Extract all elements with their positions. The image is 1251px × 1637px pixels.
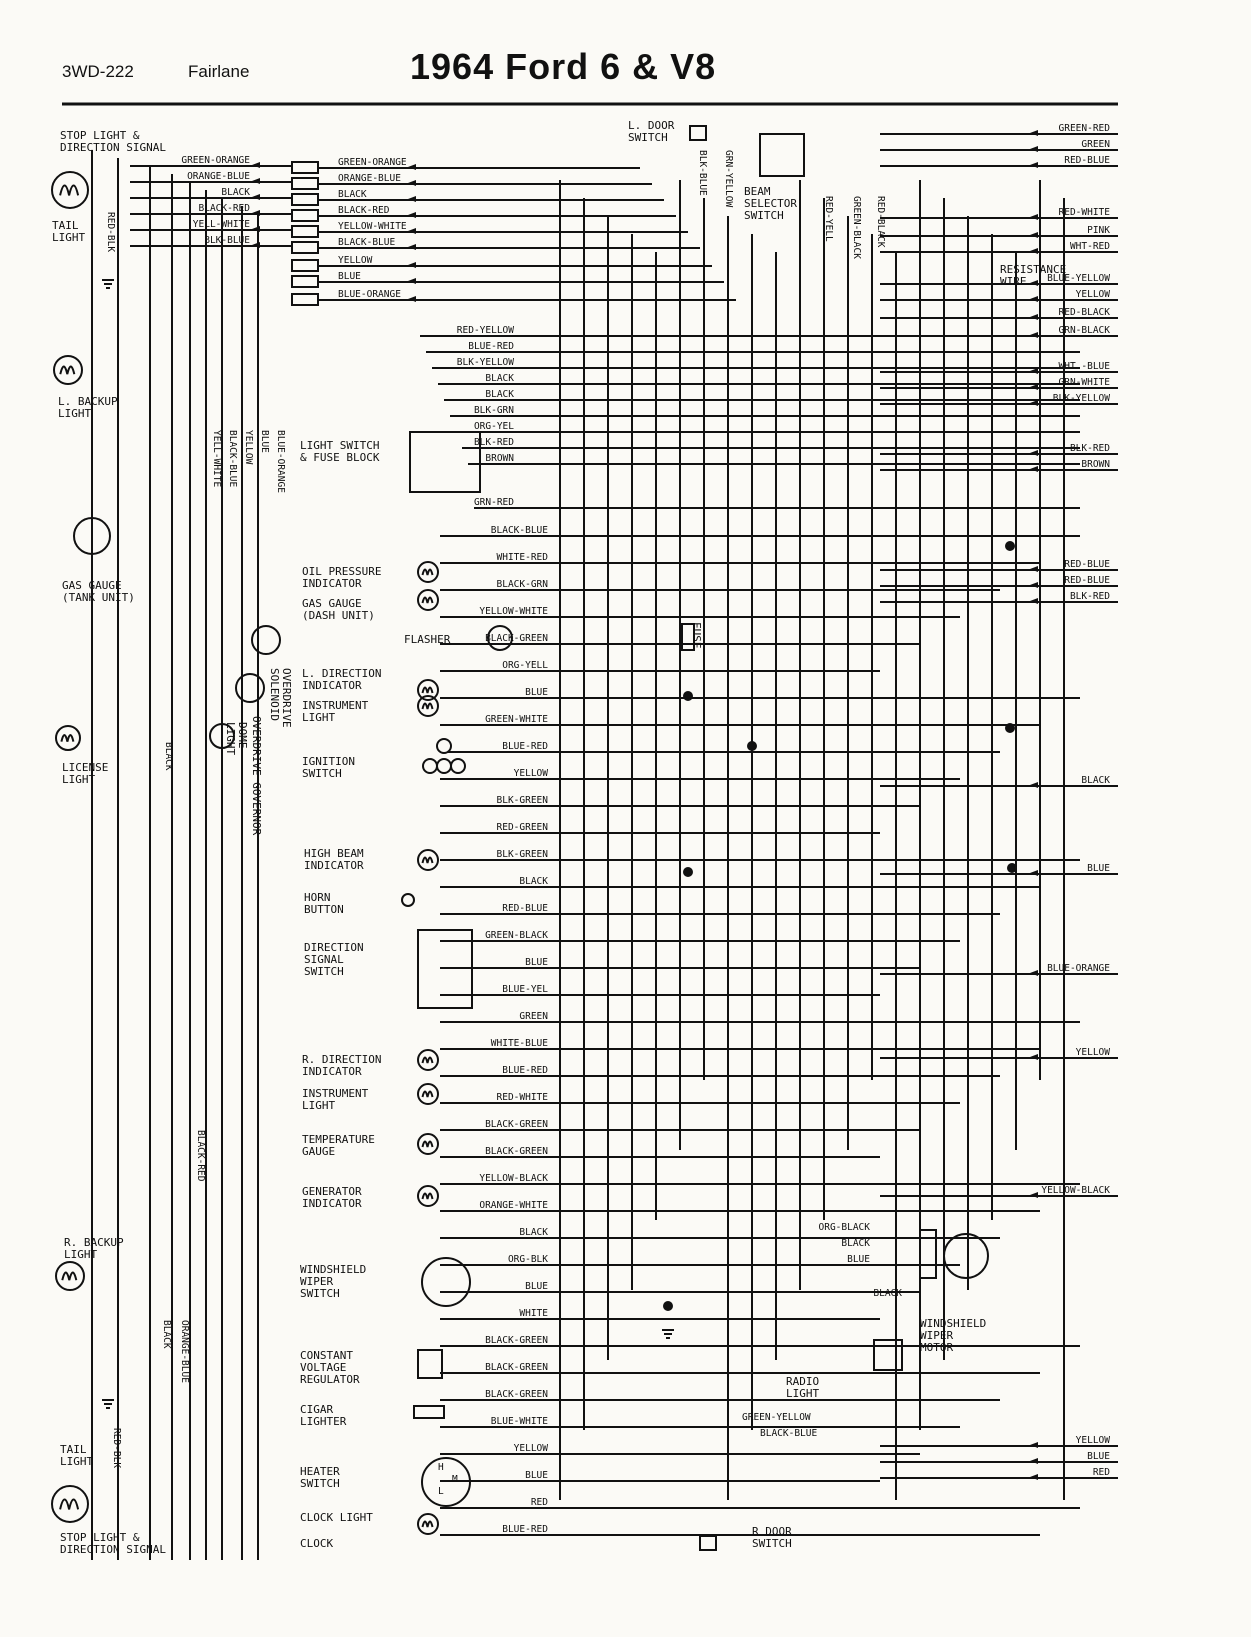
wire-arrow [1030, 782, 1038, 788]
tail-light-rear-icon-filament [60, 1500, 78, 1510]
dash-wire-label: GREEN-WHITE [485, 714, 548, 725]
wiper-switch-label: WINDSHIELD WIPER SWITCH [300, 1263, 367, 1300]
dash-wire-label: BLACK-GREEN [485, 1389, 548, 1400]
wire-arrow [1030, 162, 1038, 168]
left-harness-label: ORANGE-BLUE [187, 171, 250, 182]
right-edge-wire-label: WHT-RED [1069, 241, 1110, 252]
wire-arrow [1030, 130, 1038, 136]
wire-arrow [1030, 314, 1038, 320]
wire-arrow [1030, 214, 1038, 220]
dash-wire-label: GREEN [519, 1011, 548, 1022]
dash-wire-label: BLUE-YEL [502, 984, 548, 995]
light-switch-wire-label: BLK-RED [473, 437, 514, 448]
wire-arrow [1030, 332, 1038, 338]
dash-wire-label: BLACK-GREEN [485, 1119, 548, 1130]
wire-arrow [1030, 466, 1038, 472]
right-edge-wire-label: GRN-WHITE [1058, 377, 1110, 388]
gas-gauge-tank-label: GAS GAUGE (TANK UNIT) [62, 579, 135, 604]
indicator-lamp-icon-filament [423, 570, 433, 576]
light-switch-wire-label: BLUE-RED [468, 341, 514, 352]
wire-arrow [1030, 582, 1038, 588]
ignition-terminal-icon [437, 759, 451, 773]
wire-arrow [1030, 1442, 1038, 1448]
splice-dot [664, 1302, 672, 1310]
horn-button-label: HORN BUTTON [304, 891, 344, 916]
dash-wire-label: BLACK-GREEN [485, 633, 548, 644]
connector-block [292, 178, 318, 189]
dash-wire-label: BLUE [525, 687, 548, 698]
cigar-lighter-icon [414, 1406, 444, 1418]
wire-arrow [1030, 1474, 1038, 1480]
diagram-title: 1964 Ford 6 & V8 [410, 46, 717, 87]
cigar-lighter-label: CIGAR LIGHTER [300, 1403, 347, 1428]
right-edge-wire-label: RED-BLUE [1064, 559, 1110, 570]
beam-selector-label: BEAM SELECTOR SWITCH [744, 185, 797, 222]
r-backup-light-label: R. BACKUP LIGHT [64, 1236, 124, 1261]
license-light-label: LICENSE LIGHT [62, 761, 109, 786]
right-edge-wire-label: GREEN-RED [1058, 123, 1110, 134]
left-harness-label: BLACK [221, 187, 250, 198]
wire-arrow [252, 194, 260, 200]
right-edge-wire-label: RED-WHITE [1058, 207, 1110, 218]
vertical-wire-label: BLACK-RED [195, 1130, 206, 1182]
splice-dot [1008, 864, 1016, 872]
dash-wire-label: BLUE-WHITE [490, 1416, 548, 1427]
overdrive-governor-label: OVERDRIVE GOVERNOR [250, 716, 263, 836]
right-edge-wire-label: BLACK [1081, 775, 1110, 786]
right-edge-wire-label: YELLOW [1075, 1435, 1110, 1446]
left-harness-label: GREEN-ORANGE [181, 155, 250, 166]
vertical-wire-label: BLACK [163, 742, 174, 771]
diagram-code: 3WD-222 [62, 62, 134, 81]
connector-block [292, 294, 318, 305]
vertical-wire-label: GRN-YELLOW [723, 150, 734, 208]
wire-arrow [252, 226, 260, 232]
direction-switch-label: DIRECTION SIGNAL SWITCH [304, 941, 364, 978]
r-door-switch-icon [700, 1536, 716, 1550]
dash-wire-label: BLUE [525, 1470, 548, 1481]
stop-light-rear-label: STOP LIGHT & DIRECTION SIGNAL [60, 1531, 166, 1556]
light-switch-label: LIGHT SWITCH & FUSE BLOCK [300, 439, 380, 464]
light-switch-wire-label: GRN-RED [473, 497, 514, 508]
wiper-motor-icon [944, 1234, 988, 1278]
light-switch-wire-label: BLACK [485, 373, 514, 384]
light-switch-wire-label: BROWN [485, 453, 514, 464]
dash-wire-label: BLUE [525, 1281, 548, 1292]
dash-wire-label: RED [530, 1497, 548, 1508]
l-door-switch-icon [690, 126, 706, 140]
vertical-wire-label: RED-BLACK [875, 196, 886, 248]
ignition-terminal-icon [451, 759, 465, 773]
left-harness-label: YELL-WHITE [192, 219, 250, 230]
connector-wire-label: BLACK [338, 189, 367, 200]
connector-block [292, 226, 318, 237]
dash-wire-label: BLK-GREEN [496, 849, 548, 860]
gas-gauge-dash-icon [252, 626, 280, 654]
dash-wire-label: BLUE-RED [502, 1065, 548, 1076]
clock-light-label: CLOCK LIGHT [300, 1511, 373, 1524]
wiper-motor-wire-label: BLACK [873, 1288, 902, 1299]
wiper-motor-wire-label: BLUE [847, 1254, 870, 1265]
vertical-wire-label: BLACK-BLUE [227, 430, 238, 488]
wire-arrow [408, 278, 416, 284]
indicator-lamp-icon-filament [423, 704, 433, 710]
right-edge-wire-label: RED [1092, 1467, 1110, 1478]
dash-wire-label: WHITE-RED [496, 552, 548, 563]
dash-wire-label: RED-GREEN [496, 822, 548, 833]
wire-arrow [408, 164, 416, 170]
indicator-lamp-icon-filament [423, 598, 433, 604]
heater-terminal-label: L [438, 1486, 444, 1497]
right-edge-wire-label: BLK-YELLOW [1052, 393, 1110, 404]
wire-arrow [1030, 970, 1038, 976]
wire-arrow [1030, 1458, 1038, 1464]
dash-wire-label: GREEN-BLACK [485, 930, 548, 941]
wire-arrow [1030, 1054, 1038, 1060]
right-edge-wire-label: WHT.-BLUE [1058, 361, 1110, 372]
generator-indicator-label: GENERATOR INDICATOR [302, 1185, 362, 1210]
right-edge-wire-label: GREEN [1081, 139, 1110, 150]
temperature-gauge-label: TEMPERATURE GAUGE [302, 1133, 375, 1158]
connector-block [292, 210, 318, 221]
horn-button-icon [402, 894, 414, 906]
instrument-light-2-label: INSTRUMENT LIGHT [302, 1087, 369, 1112]
wiper-motor-wire-label: BLACK [841, 1238, 870, 1249]
splice-dot [1006, 724, 1014, 732]
right-edge-wire-label: PINK [1087, 225, 1110, 236]
dash-wire-label: RED-WHITE [496, 1092, 548, 1103]
connector-wire-label: BLUE-ORANGE [338, 289, 401, 300]
vertical-wire-label: GREEN-BLACK [851, 196, 862, 259]
indicator-lamp-icon-filament [423, 1092, 433, 1098]
wiper-motor-wire-label: ORG-BLACK [818, 1222, 870, 1233]
right-edge-wire-label: BLUE-YELLOW [1047, 273, 1110, 284]
wire-arrow [1030, 296, 1038, 302]
dash-wire-label: YELLOW [513, 768, 548, 779]
right-edge-wire-label: RED-BLUE [1064, 575, 1110, 586]
heater-terminal-label: M [452, 1474, 458, 1485]
wire-arrow [252, 178, 260, 184]
wire-arrow [252, 210, 260, 216]
dash-wire-label: BLACK-GRN [496, 579, 548, 590]
dash-wire-label: BLUE [525, 957, 548, 968]
wire-arrow [408, 228, 416, 234]
indicator-lamp-icon-filament [423, 1058, 433, 1064]
ignition-terminal-icon [423, 759, 437, 773]
overdrive-solenoid-label: OVERDRIVE SOLENOID [268, 668, 293, 728]
stop-light-front-label: STOP LIGHT & DIRECTION SIGNAL [60, 129, 166, 154]
connector-block [292, 162, 318, 173]
right-edge-wire-label: GRN-BLACK [1058, 325, 1110, 336]
vertical-wire-label: RED-BLK [105, 212, 116, 253]
wire-arrow [408, 244, 416, 250]
model-name: Fairlane [188, 62, 250, 81]
vertical-wire-label: YELL-WHITE [211, 430, 222, 488]
light-switch-wire-label: RED-YELLOW [456, 325, 514, 336]
high-beam-label: HIGH BEAM INDICATOR [304, 847, 364, 872]
light-switch-wire-label: BLK-YELLOW [456, 357, 514, 368]
instrument-light-1-label: INSTRUMENT LIGHT [302, 699, 369, 724]
dash-wire-label: BLUE-RED [502, 741, 548, 752]
license-light-icon-filament [61, 735, 73, 742]
wire-arrow [1030, 598, 1038, 604]
dash-wire-label: BLACK-BLUE [490, 525, 548, 536]
dash-wire-label: RED-BLUE [502, 903, 548, 914]
tail-light-rear-label: TAIL LIGHT [60, 1443, 94, 1468]
right-edge-wire-label: YELLOW-BLACK [1041, 1185, 1110, 1196]
wiper-motor-label: WINDSHIELD WIPER MOTOR [920, 1317, 987, 1354]
light-switch-wire-label: BLACK [485, 389, 514, 400]
l-door-switch-label: L. DOOR SWITCH [628, 119, 675, 144]
connector-block [292, 276, 318, 287]
wire-arrow [1030, 566, 1038, 572]
indicator-lamp-icon-filament [423, 858, 433, 864]
vertical-wire-label: RED-YELL [823, 196, 834, 242]
connector-wire-label: YELLOW [338, 255, 373, 266]
dash-wire-label: ORANGE-WHITE [479, 1200, 548, 1211]
connector-wire-label: BLUE [338, 271, 361, 282]
heater-terminal-label: H [438, 1462, 444, 1473]
wire-arrow [408, 212, 416, 218]
left-harness-label: BLK-BLUE [204, 235, 250, 246]
wire-arrow [408, 196, 416, 202]
beam-selector-icon [760, 134, 804, 176]
cvr-icon [418, 1350, 442, 1378]
wire-arrow [1030, 232, 1038, 238]
tail-light-front-icon-filament [60, 186, 78, 196]
vertical-wire-label: BLACK [161, 1320, 172, 1349]
right-edge-wire-label: BROWN [1081, 459, 1110, 470]
lower-right-wire-label: BLACK-BLUE [760, 1428, 818, 1439]
wire-arrow [1030, 248, 1038, 254]
vertical-wire-label: BLUE [259, 430, 270, 453]
right-edge-wire-label: BLUE-ORANGE [1047, 963, 1110, 974]
dash-wire-label: BLACK [519, 1227, 548, 1238]
wire-arrow [408, 296, 416, 302]
right-edge-wire-label: BLUE [1087, 1451, 1110, 1462]
right-edge-wire-label: RED-BLACK [1058, 307, 1110, 318]
right-edge-wire-label: BLK-RED [1069, 591, 1110, 602]
oil-pressure-label: OIL PRESSURE INDICATOR [302, 565, 382, 590]
dash-wire-label: BLUE-RED [502, 1524, 548, 1535]
dash-wire-label: BLACK-GREEN [485, 1362, 548, 1373]
right-edge-wire-label: YELLOW [1075, 289, 1110, 300]
wire-arrow [1030, 146, 1038, 152]
right-edge-wire-label: YELLOW [1075, 1047, 1110, 1058]
radio-light-icon [874, 1340, 902, 1370]
dash-wire-label: BLK-GREEN [496, 795, 548, 806]
connector-wire-label: BLACK-BLUE [338, 237, 396, 248]
connector-block [292, 194, 318, 205]
ignition-switch-label: IGNITION SWITCH [302, 755, 355, 780]
light-switch-wire-label: ORG-YEL [473, 421, 514, 432]
right-edge-wire-label: RED-BLUE [1064, 155, 1110, 166]
l-backup-light-icon-filament [60, 367, 74, 375]
vertical-wire-label: RED-BLK [111, 1428, 122, 1469]
wire-arrow [1030, 870, 1038, 876]
dash-wire-label: BLACK-GREEN [485, 1335, 548, 1346]
splice-dot [748, 742, 756, 750]
dash-wire-label: BLACK [519, 876, 548, 887]
wire-arrow [408, 180, 416, 186]
dash-wire-label: ORG-YELL [502, 660, 548, 671]
dash-wire-label: WHITE-BLUE [490, 1038, 548, 1049]
vertical-wire-label: BLK-BLUE [697, 150, 708, 196]
dome-light-label: DOME LIGHT [224, 722, 249, 756]
radio-light-label: RADIO LIGHT [786, 1375, 820, 1400]
connector-block [292, 260, 318, 271]
connector-block [292, 242, 318, 253]
r-direction-label: R. DIRECTION INDICATOR [302, 1053, 382, 1078]
connector-wire-label: GREEN-ORANGE [338, 157, 407, 168]
r-door-switch-label: R DOOR SWITCH [752, 1525, 792, 1550]
dash-wire-label: WHITE [519, 1308, 548, 1319]
connector-wire-label: ORANGE-BLUE [338, 173, 401, 184]
wire-arrow [408, 262, 416, 268]
cvr-label: CONSTANT VOLTAGE REGULATOR [300, 1349, 360, 1386]
r-backup-light-icon-filament [62, 1273, 76, 1281]
splice-dot [684, 868, 692, 876]
dash-wire-label: YELLOW-BLACK [479, 1173, 548, 1184]
vertical-wire-label: ORANGE-BLUE [179, 1320, 190, 1383]
indicator-lamp-icon-filament [423, 1194, 433, 1200]
right-edge-wire-label: BLUE [1087, 863, 1110, 874]
resistance-wire-label: RESISTANCE WIRE [1000, 263, 1067, 288]
fuse-block-icon [410, 432, 480, 492]
dash-wire-label: YELLOW-WHITE [479, 606, 548, 617]
dash-wire-label: YELLOW [513, 1443, 548, 1454]
heater-switch-label: HEATER SWITCH [300, 1465, 340, 1490]
gas-gauge-dash-label: GAS GAUGE (DASH UNIT) [302, 597, 375, 622]
connector-wire-label: YELLOW-WHITE [338, 221, 407, 232]
wire-arrow [1030, 450, 1038, 456]
clock-label: CLOCK [300, 1537, 334, 1550]
connector-wire-label: BLACK-RED [338, 205, 390, 216]
wire-arrow [252, 162, 260, 168]
l-backup-light-label: L. BACKUP LIGHT [58, 395, 118, 420]
lower-right-wire-label: GREEN-YELLOW [742, 1412, 811, 1423]
right-edge-wire-label: BLK-RED [1069, 443, 1110, 454]
light-switch-wire-label: BLK-GRN [473, 405, 514, 416]
tail-light-front-label: TAIL LIGHT [52, 219, 86, 244]
l-direction-label: L. DIRECTION INDICATOR [302, 667, 382, 692]
wire-arrow [1030, 1192, 1038, 1198]
ignition-terminal-icon [437, 739, 451, 753]
indicator-lamp-icon-filament [423, 688, 433, 694]
dash-wire-label: BLACK-GREEN [485, 1146, 548, 1157]
vertical-wire-label: YELLOW [243, 430, 254, 465]
overdrive-solenoid-icon [236, 674, 264, 702]
indicator-lamp-icon-filament [423, 1142, 433, 1148]
splice-dot [684, 692, 692, 700]
splice-dot [1006, 542, 1014, 550]
fuse-label: FUSE [690, 622, 703, 649]
vertical-wire-label: BLUE-ORANGE [275, 430, 286, 493]
wire-arrow [252, 242, 260, 248]
indicator-lamp-icon-filament [423, 1522, 433, 1528]
flasher-label: FLASHER [404, 633, 451, 646]
dash-wire-label: ORG-BLK [507, 1254, 548, 1265]
left-harness-label: BLACK-RED [198, 203, 250, 214]
